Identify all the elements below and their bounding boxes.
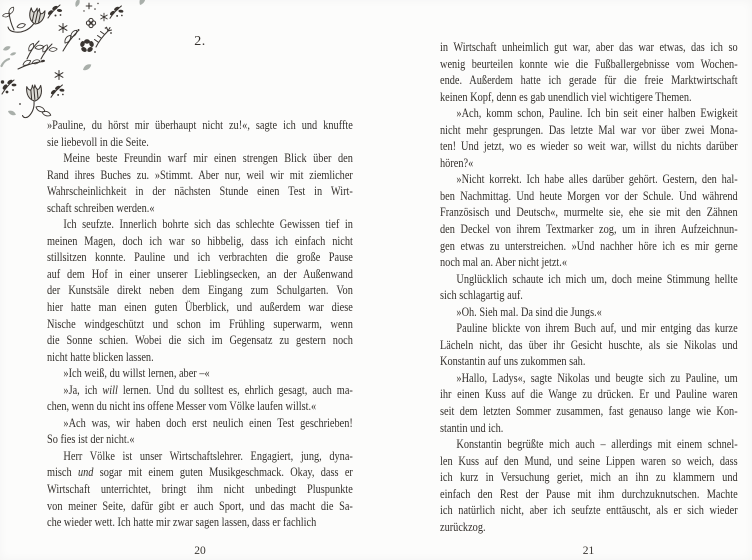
paragraph bbox=[440, 320, 738, 370]
paragraph bbox=[440, 105, 738, 171]
chapter-number: 2. bbox=[194, 34, 206, 49]
paragraph bbox=[47, 415, 353, 448]
paragraph bbox=[47, 150, 353, 216]
page-number-left: 20 bbox=[194, 545, 206, 557]
text-line: in Wirtschaft unheimlich gut war, aber das war etwas, das ich so bbox=[440, 40, 738, 54]
text-line: von meiner Seite, dafür gibt er auch Sport, und das macht die Sa- bbox=[47, 498, 353, 513]
text-line: ben Nachmittag. Und heute Morgen vor der Schule. Und während bbox=[440, 188, 738, 203]
text-line: len Kuss auf den Mund, und seine Lippen waren so weich, dass bbox=[440, 453, 738, 468]
text-line: keinen Kopf, denn es gab unendlich viel wichtigere Themen. bbox=[440, 89, 692, 104]
paragraph bbox=[47, 382, 353, 415]
text-line: nicht hatte blicken lassen. bbox=[47, 349, 154, 364]
text-line: hier hatte man einen guten Überblick, und außerdem war diese bbox=[47, 300, 353, 315]
text-line: »Ach was, wir haben doch erst neulich einen Test geschrieben! bbox=[63, 415, 353, 430]
text-line: »Ja, ich will lernen. Und du solltest es, ehrlich gesagt, auch ma- bbox=[63, 382, 353, 397]
text-line: Lächeln nicht, das über ihr Gesicht huschte, als sie Nikolas und bbox=[440, 337, 738, 352]
paragraph bbox=[440, 436, 738, 535]
paragraph bbox=[440, 370, 738, 436]
text-line: nicht mehr gesprungen. Das letzte Mal war vor über zwei Mona- bbox=[440, 122, 738, 137]
text-line: seit dem letzten Sommer zusammen, fast genauso lange wie Kon- bbox=[440, 404, 738, 419]
text-line: einfach den Rest der Pause mit ihm durchzuknutschen. Machte bbox=[440, 486, 738, 501]
paragraph bbox=[47, 365, 353, 382]
text-line: stillsitzen konnte. Pauline und ich verbrachten die große Pause bbox=[47, 250, 353, 265]
text-line: Konstantin auf uns zukommen sah. bbox=[440, 354, 586, 369]
text-line: den Deckel von ihrem Textmarker zog, um in ihren Aufzeichnun- bbox=[440, 222, 738, 237]
text-line: ich kurz in Versuchung geriet, mich an ihn zu klammern und bbox=[440, 470, 738, 485]
text-line: Rand ihres Buches zu. »Stimmt. Aber nur, weil wir mit ziemlicher bbox=[47, 167, 353, 182]
text-line: »Ich weiß, du willst lernen, aber –« bbox=[63, 366, 210, 381]
paragraph bbox=[440, 171, 738, 270]
text-line: misch und sogar mit einem guten Musikgeschmack. Okay, dass er bbox=[47, 465, 353, 480]
text-line: chen, wenn du nicht ins offene Messer vom Völke laufen willst.« bbox=[47, 399, 317, 414]
text-line: Unglücklich schaute ich mich um, doch meine Stimmung hellte bbox=[456, 271, 738, 286]
paragraph bbox=[47, 448, 353, 531]
text-line: »Ach, komm schon, Pauline. Ich bin seit einer halben Ewigkeit bbox=[456, 106, 738, 121]
text-line: che wieder wett. Ich hatte mir zwar sagen lassen, dass er fachlich bbox=[47, 515, 317, 530]
text-line: sich schlagartig auf. bbox=[440, 288, 523, 303]
text-line: stantin und ich. bbox=[440, 420, 504, 435]
text-line: »Pauline, du hörst mir überhaupt nicht zu!«, sagte ich und knuffte bbox=[47, 118, 353, 132]
text-line: ich natürlich nicht, aber ich seufzte enttäuscht, als er sich wieder bbox=[440, 503, 738, 518]
text-line: Pauline blickte von ihrem Buch auf, und mir entging das kurze bbox=[456, 321, 738, 336]
page-right-body bbox=[440, 39, 738, 535]
paragraph bbox=[440, 39, 738, 105]
text-line: sie liebevoll in die Seite. bbox=[47, 134, 149, 149]
paragraph bbox=[440, 271, 738, 304]
page-number-right: 21 bbox=[582, 545, 595, 557]
text-line: noch mal an. Aber nicht jetzt.« bbox=[440, 255, 568, 270]
text-line: wenig beurteilen konnte wie die Fußballergebnisse vom Wochen- bbox=[440, 56, 738, 71]
text-line: schaft schreiben werden.« bbox=[47, 200, 155, 215]
text-line: Konstantin begrüßte mich auch – allerdings mit einem schnel- bbox=[456, 437, 738, 452]
text-line: meinen Magen, doch ich war so hibbelig, dass ich einfach nicht bbox=[47, 233, 353, 248]
text-line: Ich seufzte. Innerlich bohrte sich das schlechte Gewissen tief in bbox=[63, 217, 353, 232]
text-line: ten! Und jetzt, wo es wieder so weit war, willst du nichts darüber bbox=[440, 139, 738, 154]
text-line: auf dem Hof in einer unserer Lieblingsecken, an der Außenwand bbox=[47, 266, 353, 281]
text-line: hören?« bbox=[440, 155, 474, 170]
text-line: Nische windgeschützt und schon im Frühling superwarm, wenn bbox=[47, 316, 353, 331]
text-line: Herr Völke ist unser Wirtschaftslehrer. Engagiert, jung, dyna- bbox=[63, 448, 353, 463]
text-line: der Kunstsäle direkt neben dem Eingang zum Schulgarten. Von bbox=[47, 283, 353, 298]
text-line: Wirtschaft unterrichtet, bringt ihm nicht unbedingt Pluspunkte bbox=[47, 482, 353, 497]
text-line: ihr einen Kuss auf die Wange zu drücken. Er und Pauline waren bbox=[440, 387, 738, 402]
text-line: Wahrscheinlichkeit in der nächsten Stunde einen Test in Wirt- bbox=[47, 184, 353, 199]
text-line: die Sonne schien. Wobei die sich im Gegensatz zu gestern noch bbox=[47, 333, 353, 348]
text-line: »Nicht korrekt. Ich habe alles darüber gehört. Gestern, den hal- bbox=[456, 172, 738, 187]
paragraph bbox=[47, 117, 353, 150]
text-line: zurückzog. bbox=[440, 519, 486, 534]
text-line: ende. Außerdem hatte ich gerade für die freie Marktwirtschaft bbox=[440, 73, 738, 88]
text-line: »Oh. Sieh mal. Da sind die Jungs.« bbox=[456, 304, 602, 319]
page-left-body bbox=[47, 117, 353, 531]
paragraph bbox=[47, 216, 353, 365]
floral-corner-illustration bbox=[0, 0, 155, 125]
text-line: gen etwas zu unterstreichen. »Und nachher höre ich es mir gerne bbox=[440, 238, 738, 253]
text-line: Französisch und Deutsch«, murmelte sie, ehe sie mit den Zähnen bbox=[440, 205, 738, 220]
text-line: So fies ist der nicht.« bbox=[47, 432, 135, 447]
paragraph bbox=[440, 304, 738, 321]
text-line: Meine beste Freundin warf mir einen strengen Blick über den bbox=[63, 151, 353, 166]
text-line: »Hallo, Ladys«, sagte Nikolas und beugte sich zu Pauline, um bbox=[456, 370, 738, 385]
